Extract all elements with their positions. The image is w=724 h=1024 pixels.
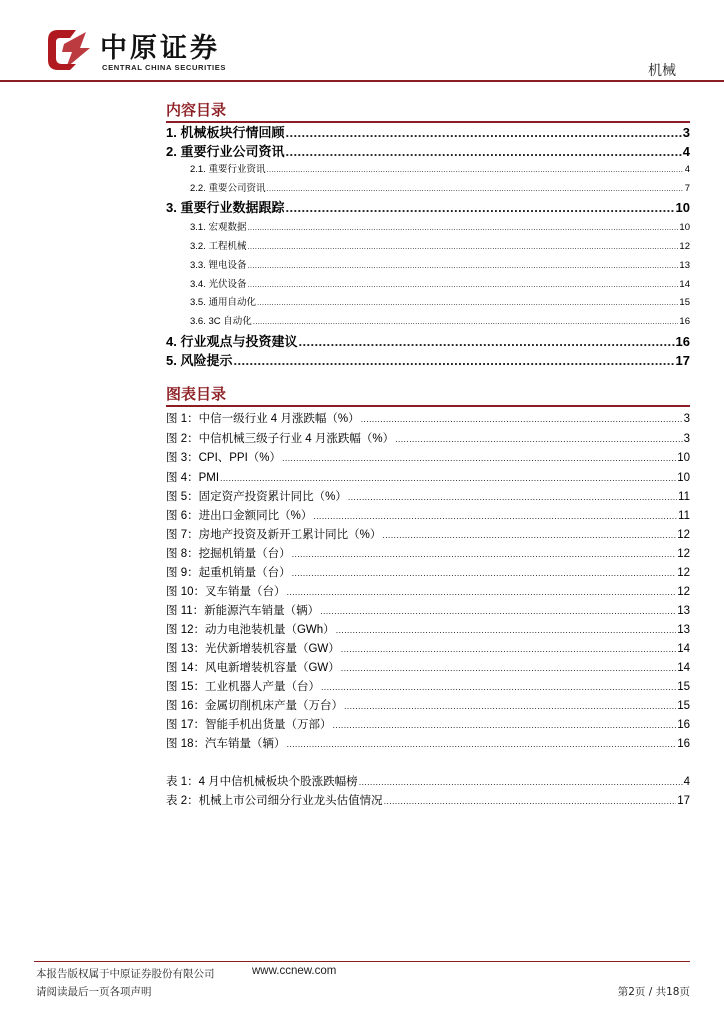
figure-entry[interactable] — [166, 622, 690, 638]
toc-entry-page: 13 — [679, 260, 690, 271]
figure-entry-page: 13 — [677, 605, 690, 617]
figure-entry-page: 11 — [678, 491, 690, 503]
leader-dots — [248, 221, 679, 235]
figure-entry-page: 12 — [677, 529, 690, 541]
figure-entry-page: 14 — [677, 662, 690, 674]
leader-dots — [384, 793, 677, 809]
figure-entry-page: 16 — [677, 738, 690, 750]
toc-entry-label: 3.5. 通用自动化 — [190, 297, 256, 308]
leader-dots — [285, 124, 681, 142]
figure-entry-label: 图 5：固定资产投资累计同比（%） — [166, 491, 347, 503]
figure-entry-page: 11 — [678, 510, 690, 522]
toc-entry-page: 16 — [679, 316, 690, 327]
figure-entry[interactable] — [166, 546, 690, 562]
leader-dots — [253, 315, 679, 329]
leader-dots — [321, 679, 676, 695]
figure-entry-label: 图 2：中信机械三级子行业 4 月涨跌幅（%） — [166, 433, 395, 445]
figure-entry[interactable] — [166, 411, 690, 427]
toc-entry[interactable] — [166, 199, 690, 217]
figure-entry[interactable] — [166, 584, 690, 600]
table-entry-label: 表 2：机械上市公司细分行业龙头估值情况 — [166, 795, 383, 807]
leader-dots — [285, 199, 674, 217]
toc-entry-label: 3.3. 锂电设备 — [190, 260, 247, 271]
toc-subentry[interactable] — [190, 259, 690, 273]
leader-dots — [382, 527, 676, 543]
leader-dots — [292, 546, 677, 562]
figure-entry-page: 16 — [677, 719, 690, 731]
figure-entry-label: 图 16：金属切削机床产量（万台） — [166, 700, 343, 712]
leader-dots — [267, 163, 684, 177]
toc-title-rule — [166, 121, 690, 123]
toc-entry-page: 10 — [679, 222, 690, 233]
toc-entry-page: 4 — [682, 144, 690, 159]
figure-entry[interactable] — [166, 717, 690, 733]
figure-entry-page: 3 — [683, 433, 690, 445]
leader-dots — [313, 508, 677, 524]
toc-entry-label: 3.2. 工程机械 — [190, 241, 247, 252]
toc-entry[interactable] — [166, 124, 690, 142]
leader-dots — [248, 278, 679, 292]
toc-entry-label: 4. 行业观点与投资建议 — [166, 334, 298, 349]
company-logo-icon — [46, 28, 92, 72]
figure-entry-page: 10 — [677, 472, 690, 484]
figure-entry-label: 图 6：进出口金额同比（%） — [166, 510, 313, 522]
figure-entry[interactable] — [166, 641, 690, 657]
toc-subentry[interactable] — [190, 296, 690, 310]
figure-entry-label: 图 15：工业机器人产量（台） — [166, 681, 320, 693]
footer-copyright: 本报告版权属于中原证券股份有限公司 — [36, 968, 215, 980]
leader-dots — [233, 352, 674, 370]
toc-subentry[interactable] — [190, 315, 690, 329]
figure-entry-label: 图 18：汽车销量（辆） — [166, 738, 286, 750]
toc-subentry[interactable] — [190, 163, 690, 177]
table-entry[interactable] — [166, 793, 690, 809]
leader-dots — [341, 660, 676, 676]
report-section-tag: 机械 — [648, 63, 676, 79]
toc-entry-label: 2.2. 重要公司资讯 — [190, 183, 266, 194]
footer-page-number: 第2页 / 共18页 — [617, 986, 690, 998]
table-entry[interactable] — [166, 774, 690, 790]
toc-entry-page: 7 — [684, 183, 690, 194]
toc-entry-label: 2. 重要行业公司资讯 — [166, 144, 285, 159]
footer-disclaimer: 请阅读最后一页各项声明 — [36, 986, 152, 998]
figure-entry-page: 13 — [677, 624, 690, 636]
figure-entry-page: 15 — [677, 700, 690, 712]
leader-dots — [333, 717, 677, 733]
leader-dots — [359, 774, 683, 790]
leader-dots — [257, 296, 678, 310]
toc-entry-page: 12 — [679, 241, 690, 252]
toc-entry-page: 16 — [675, 334, 690, 349]
table-entry-page: 17 — [677, 795, 690, 807]
table-entry-page: 4 — [683, 776, 690, 788]
figure-entry[interactable] — [166, 489, 690, 505]
figure-entry-label: 图 1：中信一级行业 4 月涨跌幅（%） — [166, 413, 360, 425]
figure-entry-page: 12 — [677, 548, 690, 560]
toc-subentry[interactable] — [190, 182, 690, 196]
toc-entry-page: 3 — [682, 125, 690, 140]
figure-entry[interactable] — [166, 565, 690, 581]
toc-entry-page: 10 — [675, 200, 690, 215]
figure-entry-label: 图 3：CPI、PPI（%） — [166, 452, 282, 464]
toc-subentry[interactable] — [190, 240, 690, 254]
figure-entry[interactable] — [166, 470, 690, 486]
figure-entry-label: 图 7：房地产投资及新开工累计同比（%） — [166, 529, 382, 541]
leader-dots — [248, 259, 679, 273]
leader-dots — [282, 450, 676, 466]
figure-entry[interactable] — [166, 736, 690, 752]
figure-entry[interactable] — [166, 508, 690, 524]
figure-entry[interactable] — [166, 679, 690, 695]
toc-entry-label: 3.1. 宏观数据 — [190, 222, 247, 233]
figure-entry[interactable] — [166, 603, 690, 619]
figures-title-rule — [166, 405, 690, 407]
company-name-en: CENTRAL CHINA SECURITIES — [102, 63, 227, 72]
toc-entry-label: 2.1. 重要行业资讯 — [190, 164, 266, 175]
figure-entry-label: 图 11：新能源汽车销量（辆） — [166, 605, 320, 617]
toc-entry-label: 1. 机械板块行情回顾 — [166, 125, 285, 140]
figure-entry[interactable] — [166, 431, 690, 447]
leader-dots — [287, 584, 677, 600]
figure-entry-label: 图 9：起重机销量（台） — [166, 567, 291, 579]
leader-dots — [287, 736, 677, 752]
figure-entry-page: 3 — [683, 413, 690, 425]
figure-entry[interactable] — [166, 698, 690, 714]
figure-entry-label: 图 8：挖掘机销量（台） — [166, 548, 291, 560]
figure-entry-label: 图 10：叉车销量（台） — [166, 586, 286, 598]
leader-dots — [320, 603, 676, 619]
figure-entry-page: 12 — [677, 567, 690, 579]
toc-entry[interactable] — [166, 352, 690, 370]
figure-entry-label: 图 14：风电新增装机容量（GW） — [166, 662, 340, 674]
toc-entry-label: 3.6. 3C 自动化 — [190, 316, 252, 327]
table-entry-label: 表 1：4 月中信机械板块个股涨跌幅榜 — [166, 776, 358, 788]
leader-dots — [336, 622, 677, 638]
toc-subentry[interactable] — [190, 221, 690, 235]
figure-entry[interactable] — [166, 527, 690, 543]
header-divider — [0, 80, 724, 82]
toc-entry-page: 17 — [675, 353, 690, 368]
figure-entry-page: 10 — [677, 452, 690, 464]
toc-subentry[interactable] — [190, 278, 690, 292]
leader-dots — [267, 182, 684, 196]
toc-entry-label: 5. 风险提示 — [166, 353, 233, 368]
footer-divider — [34, 961, 690, 962]
figure-entry-page: 12 — [677, 586, 690, 598]
leader-dots — [361, 411, 683, 427]
figure-entry-label: 图 17：智能手机出货量（万部） — [166, 719, 332, 731]
figure-entry[interactable] — [166, 450, 690, 466]
leader-dots — [298, 333, 674, 351]
toc-entry-page: 4 — [684, 164, 690, 175]
toc-entry-page: 15 — [679, 297, 690, 308]
toc-entry-label: 3. 重要行业数据跟踪 — [166, 200, 285, 215]
leader-dots — [395, 431, 682, 447]
figure-entry[interactable] — [166, 660, 690, 676]
leader-dots — [341, 641, 676, 657]
toc-entry-page: 14 — [679, 279, 690, 290]
leader-dots — [348, 489, 677, 505]
figure-entry-label: 图 4：PMI — [166, 472, 220, 484]
figure-entry-page: 15 — [677, 681, 690, 693]
toc-entry-label: 3.4. 光伏设备 — [190, 279, 247, 290]
leader-dots — [344, 698, 676, 714]
toc-title: 内容目录 — [166, 101, 227, 119]
leader-dots — [285, 143, 681, 161]
figures-title: 图表目录 — [166, 385, 227, 403]
toc-entry[interactable] — [166, 333, 690, 351]
leader-dots — [220, 470, 676, 486]
figure-entry-label: 图 12：动力电池装机量（GWh） — [166, 624, 335, 636]
figure-entry-label: 图 13：光伏新增装机容量（GW） — [166, 643, 340, 655]
page-header — [0, 0, 724, 80]
leader-dots — [292, 565, 677, 581]
company-name-cn: 中原证券 — [100, 33, 220, 64]
figure-entry-page: 14 — [677, 643, 690, 655]
footer-website-link[interactable]: www.ccnew.com — [252, 965, 337, 977]
leader-dots — [248, 240, 679, 254]
toc-entry[interactable] — [166, 143, 690, 161]
